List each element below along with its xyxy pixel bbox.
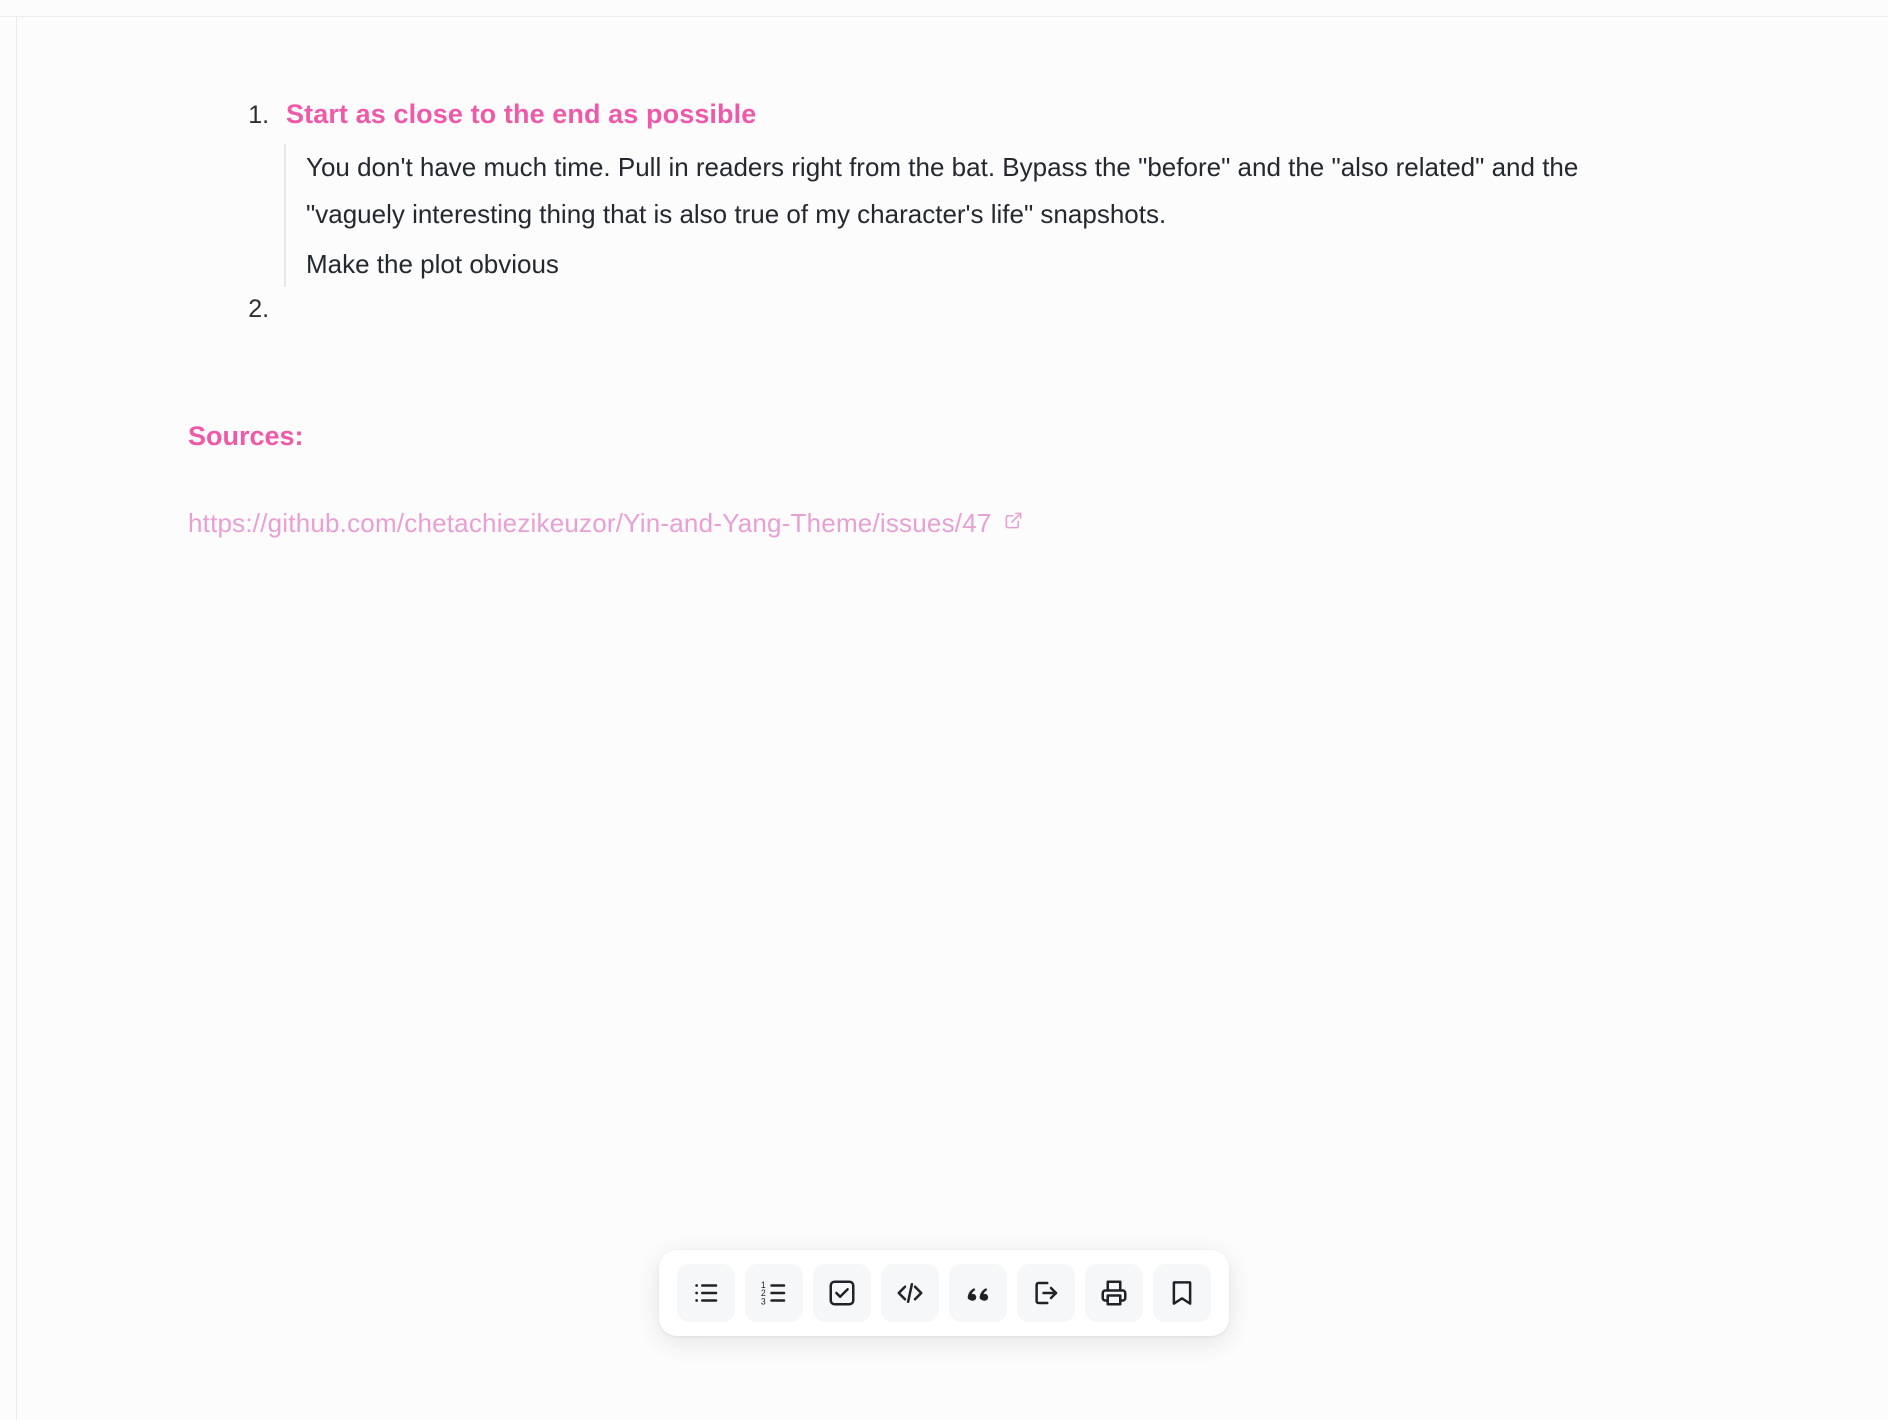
- source-link-row: [188, 508, 1648, 539]
- left-edge-divider: [16, 17, 17, 1420]
- svg-text:3: 3: [760, 1296, 766, 1307]
- svg-text:2: 2: [760, 1288, 766, 1299]
- checklist-icon[interactable]: [813, 1264, 871, 1322]
- document-content: [188, 96, 1648, 539]
- list-item-empty[interactable]: [276, 293, 1648, 337]
- quote-icon[interactable]: [949, 1264, 1007, 1322]
- top-divider: [0, 16, 1888, 17]
- svg-text:1: 1: [760, 1280, 766, 1290]
- bullet-list-icon[interactable]: [677, 1264, 735, 1322]
- source-link[interactable]: https://github.com/chetachiezikeuzor/Yin-and-Yang-Theme/issues/47: [188, 508, 992, 539]
- list-item-paragraph: You don't have much time. Pull in readers right from the bat. Bypass the "before" and the "also related" and the "vaguely interesting thing that is also true of my character's life" snapshots.: [306, 152, 1579, 229]
- list-item[interactable]: [276, 96, 1648, 287]
- list-item-body: [284, 144, 1648, 287]
- export-icon[interactable]: [1017, 1264, 1075, 1322]
- numbered-list-icon[interactable]: [745, 1264, 803, 1322]
- ordered-list: [228, 96, 1648, 337]
- code-icon[interactable]: [881, 1264, 939, 1322]
- list-item-paragraph-secondary: Make the plot obvious: [306, 248, 559, 279]
- bookmark-icon[interactable]: [1153, 1264, 1211, 1322]
- list-item-heading: 1. Start as close to the end as possible: [286, 99, 757, 129]
- sources-heading: Sources:: [188, 421, 304, 452]
- print-icon[interactable]: [1085, 1264, 1143, 1322]
- external-link-icon: [1004, 511, 1023, 530]
- formatting-toolbar[interactable]: [659, 1250, 1229, 1336]
